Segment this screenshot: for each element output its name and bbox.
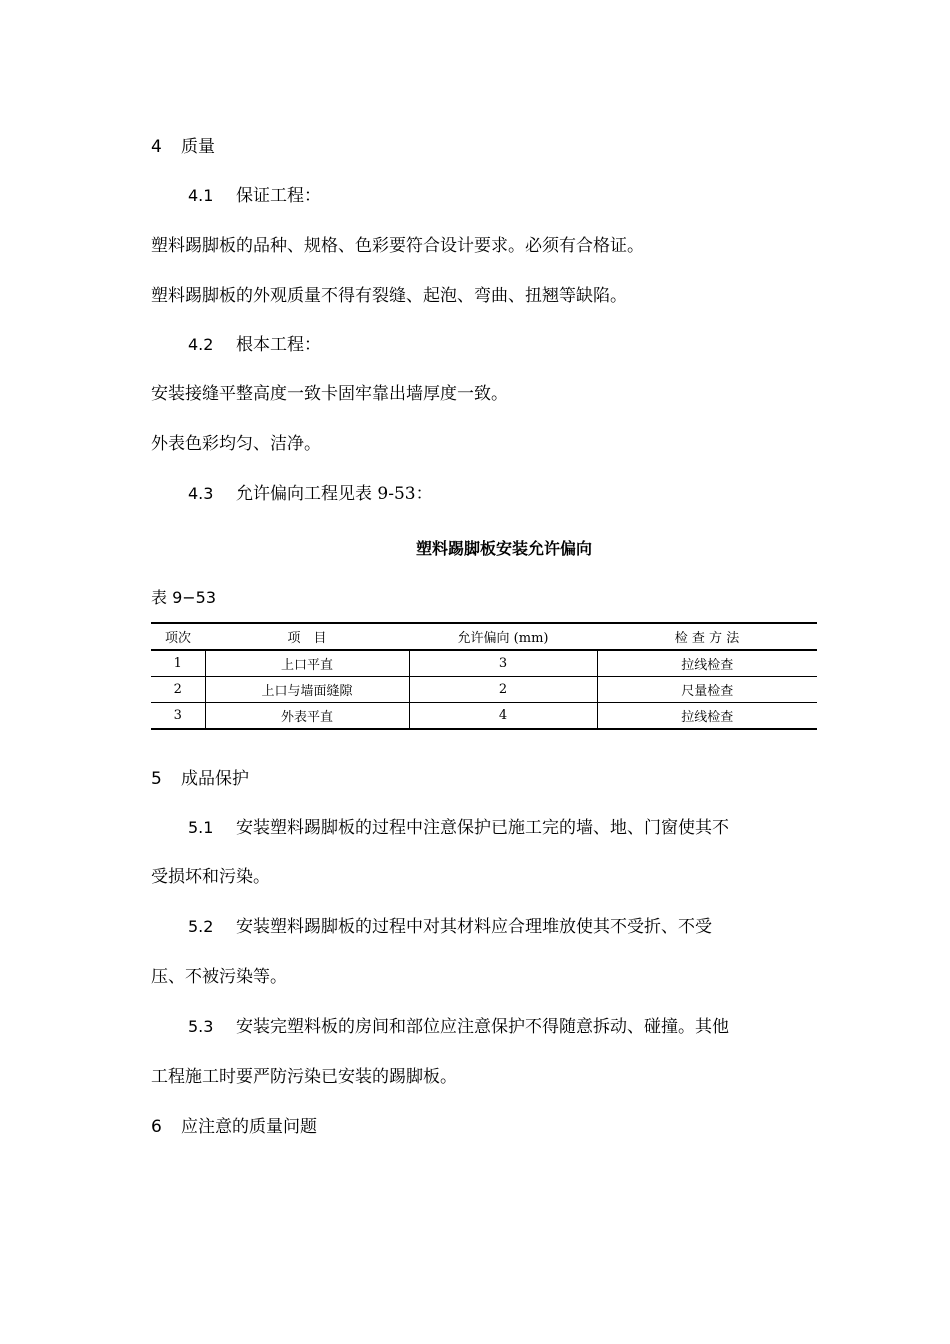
table-caption: 表 9−53	[151, 588, 217, 607]
column-header: 允许偏向 (mm)	[457, 631, 549, 646]
table-cell: 1	[173, 656, 182, 671]
paragraph: 安装接缝平整高度一致卡固牢靠出墙厚度一致。	[151, 384, 508, 404]
paragraph-5-1: 5.1 安装塑料踢脚板的过程中注意保护已施工完的墙、地、门窗使其不	[188, 818, 729, 838]
subsection-title: 允许偏向工程见表 9-53：	[236, 484, 433, 504]
section-title: 质量	[181, 137, 215, 157]
table-cell: 上口与墙面缝隙	[205, 677, 409, 703]
paragraph-continuation: 压、不被污染等。	[151, 967, 287, 987]
paragraph-continuation: 工程施工时要严防污染已安装的踢脚板。	[151, 1067, 457, 1087]
table-row	[151, 650, 817, 677]
column-header: 项次	[164, 631, 191, 646]
paragraph-text: 安装塑料踢脚板的过程中注意保护已施工完的墙、地、门窗使其不	[236, 818, 729, 838]
table-cell: 3	[173, 708, 182, 723]
table-cell: 2	[409, 677, 597, 703]
table-cell: 上口平直	[205, 650, 409, 677]
paragraph: 外表色彩均匀、洁净。	[151, 434, 321, 454]
table-cell: 4	[409, 703, 597, 730]
paragraph-text: 安装完塑料板的房间和部位应注意保护不得随意拆动、碰撞。其他	[236, 1017, 729, 1037]
paragraph-text: 安装塑料踢脚板的过程中对其材料应合理堆放使其不受折、不受	[236, 917, 712, 937]
paragraph-5-3: 5.3 安装完塑料板的房间和部位应注意保护不得随意拆动、碰撞。其他	[188, 1017, 729, 1037]
table-cell: 拉线检查	[597, 650, 817, 677]
paragraph-continuation: 受损坏和污染。	[151, 867, 270, 887]
section-heading-5: 5 成品保护	[151, 769, 249, 789]
table-header-row	[151, 623, 817, 650]
table-cell: 2	[173, 682, 182, 697]
table-cell: 外表平直	[205, 703, 409, 730]
deviation-table	[151, 622, 817, 730]
subsection-title: 根本工程：	[236, 335, 321, 355]
section-heading-6: 6 应注意的质量问题	[151, 1117, 317, 1137]
table-row	[151, 677, 817, 703]
paragraph-5-2: 5.2 安装塑料踢脚板的过程中对其材料应合理堆放使其不受折、不受	[188, 917, 712, 937]
column-header: 项 目	[287, 631, 327, 646]
subsection-title: 保证工程：	[236, 186, 321, 206]
section-title: 应注意的质量问题	[181, 1117, 317, 1137]
subsection-heading-4-3: 4.3 允许偏向工程见表 9-53：	[188, 484, 433, 504]
section-heading-4: 4 质量	[151, 137, 215, 157]
table-cell: 3	[409, 650, 597, 677]
table-row	[151, 703, 817, 730]
paragraph: 塑料踢脚板的品种、规格、色彩要符合设计要求。必须有合格证。	[151, 236, 644, 256]
table-cell: 尺量检查	[597, 677, 817, 703]
subsection-heading-4-1: 4.1 保证工程：	[188, 186, 321, 206]
paragraph: 塑料踢脚板的外观质量不得有裂缝、起泡、弯曲、扭翘等缺陷。	[151, 286, 627, 306]
subsection-heading-4-2: 4.2 根本工程：	[188, 335, 321, 355]
column-header: 检 查 方 法	[674, 631, 740, 646]
table-title: 塑料踢脚板安装允许偏向	[415, 539, 592, 558]
section-title: 成品保护	[181, 769, 249, 789]
table-cell: 拉线检查	[597, 703, 817, 730]
